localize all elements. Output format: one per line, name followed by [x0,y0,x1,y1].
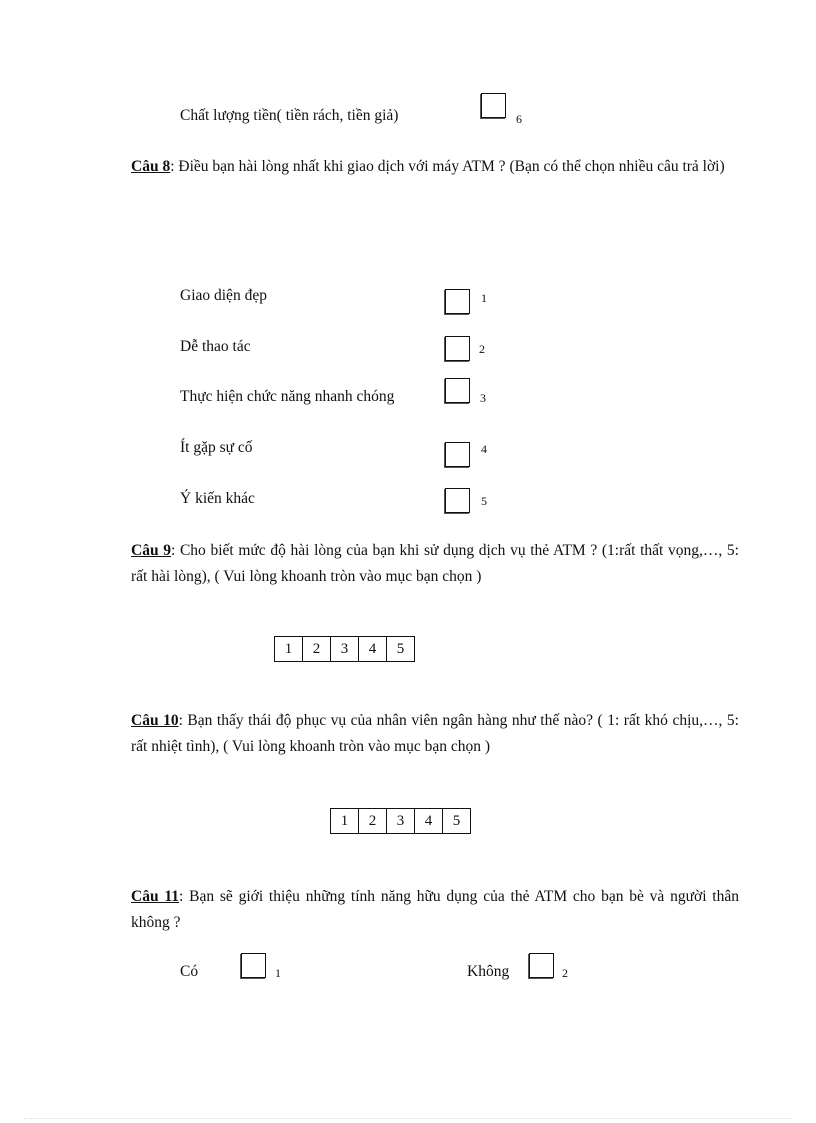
question-10 [131,708,739,760]
question-text: : Cho biết mức độ hài lòng của bạn khi sử dụng dịch vụ thẻ ATM ? (1:rất thất vọng,…, 5: rất hài lòng), ( Vui lòng khoanh tròn vào mục bạn chọn ) [131,542,739,585]
q8-checkbox[interactable] [445,289,470,314]
rating-cell[interactable]: 5 [443,809,471,834]
rating-cell[interactable]: 3 [387,809,415,834]
checkbox-no[interactable] [529,953,554,978]
q11-option-label-yes: Có [180,963,199,980]
q8-checkbox[interactable] [445,442,470,467]
q11-option-code: 1 [275,966,281,980]
q8-option-code: 2 [479,342,485,356]
option-label-money-quality: Chất lượng tiền( tiền rách, tiền giả) [180,107,399,124]
q8-option-label: Dễ thao tác [180,338,251,355]
checkbox-yes[interactable] [241,953,266,978]
question-number: Câu 8 [131,158,171,175]
rating-scale-q10 [330,808,471,834]
q11-option-label-no: Không [467,963,510,980]
q8-option-code: 3 [480,391,486,405]
question-text: : Bạn thấy thái độ phục vụ của nhân viên ngân hàng như thế nào? ( 1: rất khó chịu,…, 5: rất nhiệt tình), ( Vui lòng khoanh tròn vào mục bạn chọn ) [131,712,739,755]
rating-scale-q9 [274,636,415,662]
option-code: 6 [516,112,522,126]
question-9 [131,538,739,590]
checkbox-money-quality[interactable] [481,93,506,118]
rating-cell[interactable]: 1 [331,809,359,834]
rating-cell[interactable]: 2 [359,809,387,834]
rating-cell[interactable]: 1 [275,637,303,662]
q8-option-label: Ý kiến khác [180,490,255,507]
question-11 [131,884,739,936]
rating-cell[interactable]: 5 [387,637,415,662]
q8-option-code: 4 [481,442,487,456]
q8-option-label: Giao diện đẹp [180,287,267,304]
rating-cell[interactable]: 3 [331,637,359,662]
question-number: Câu 11 [131,888,180,905]
rating-cell[interactable]: 4 [359,637,387,662]
q8-option-label: Ít gặp sự cố [180,439,253,456]
q8-option-code: 1 [481,291,487,305]
q8-option-code: 5 [481,494,487,508]
question-text: : Bạn sẽ giới thiệu những tính năng hữu dụng của thẻ ATM cho bạn bè và người thân không ? [131,888,739,931]
question-number: Câu 10 [131,712,179,729]
rating-cell[interactable]: 2 [303,637,331,662]
q11-option-code: 2 [562,966,568,980]
q8-option-label: Thực hiện chức năng nhanh chóng [180,388,395,405]
question-8 [131,154,739,180]
question-text: : Điều bạn hài lòng nhất khi giao dịch với máy ATM ? (Bạn có thể chọn nhiều câu trả lời) [170,158,725,175]
q8-checkbox[interactable] [445,488,470,513]
q8-checkbox[interactable] [445,336,470,361]
q8-checkbox[interactable] [445,378,470,403]
page-bottom-divider [24,1118,792,1119]
rating-cell[interactable]: 4 [415,809,443,834]
question-number: Câu 9 [131,542,171,559]
